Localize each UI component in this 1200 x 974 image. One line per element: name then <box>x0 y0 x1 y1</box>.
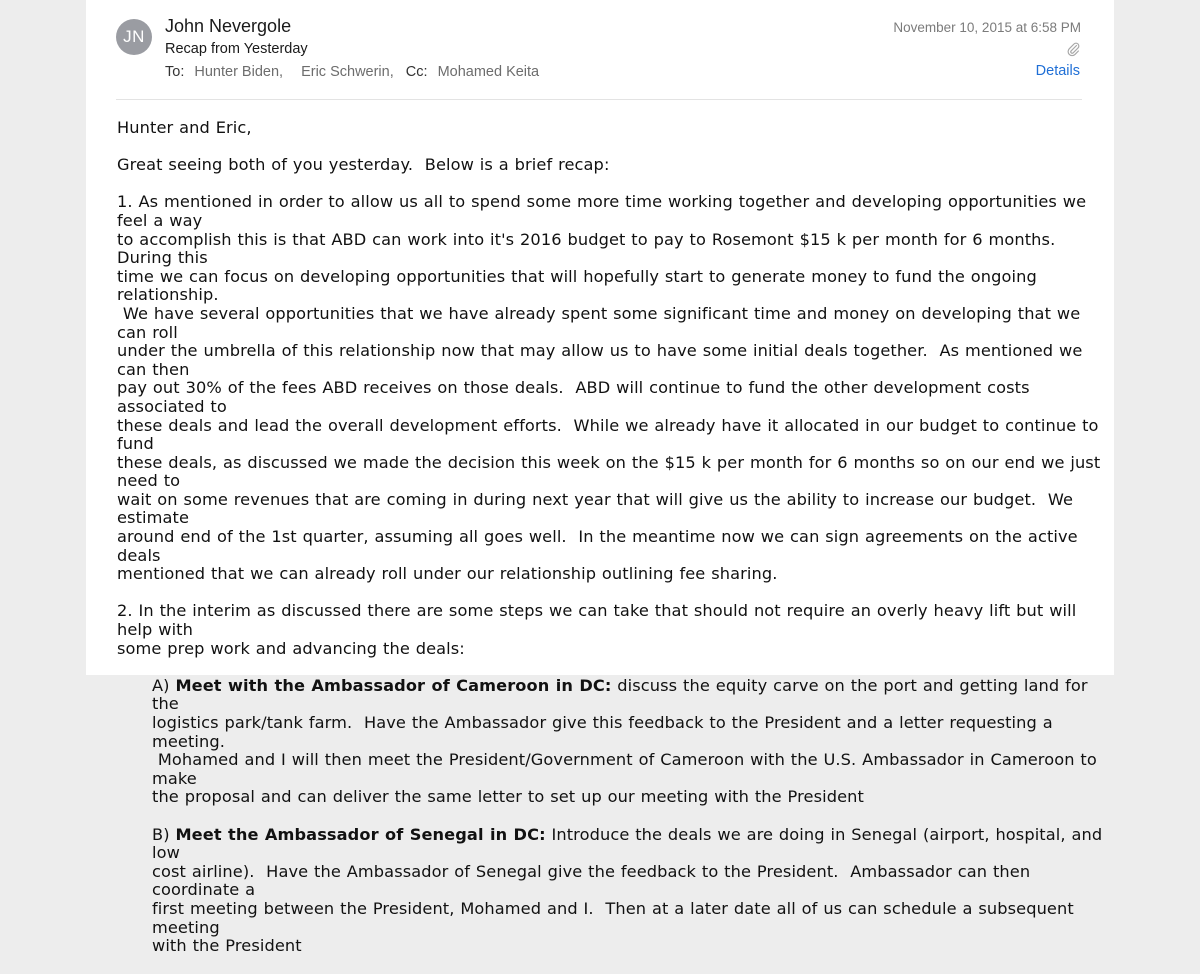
item-b-prefix: B) <box>152 824 176 844</box>
point-1-paragraph: 1. As mentioned in order to allow us all to spend some more time working together and developing opportunities we feel a way to accomplish this is that ABD can work into it's 2016 budget to pay to Rosemont $15 k per month for 6 months. During this time we can focus on developing opportunities that will hopefully start to generate money to fund the ongoing relationship. We have several opportunities that we have already spent some significant time and money on developing that we can roll under the umbrella of this relationship now that may allow us to have some initial deals together. As mentioned we can then pay out 30% of the fees ABD receives on those deals. ABD will continue to fund the other development costs associated to these deals and lead the overall development efforts. While we already have it allocated in our budget to continue to fund these deals, as discussed we made the decision this week on the $15 k per month for 6 months so on our end we just need to wait on some revenues that are coming in during next year that will give us the ability to increase our budget. We estimate around end of the 1st quarter, assuming all goes well. In the meantime now we can sign agreements on the active deals mentioned that we can already roll under our relationship outlining fee sharing. <box>117 192 1101 584</box>
item-b-paragraph <box>117 826 1107 956</box>
email-message-view <box>86 0 1114 956</box>
recipients-line <box>165 64 539 80</box>
cc-label: Cc: <box>405 64 428 80</box>
details-link[interactable]: Details <box>1035 63 1080 79</box>
email-subject: Recap from Yesterday <box>165 41 308 57</box>
recipient-eric-schwerin[interactable]: Eric Schwerin, <box>301 64 394 80</box>
item-a-paragraph <box>117 677 1107 807</box>
email-header <box>86 0 1114 100</box>
to-label: To: <box>165 64 185 80</box>
point-2-paragraph: 2. In the interim as discussed there are some steps we can take that should not require an overly heavy lift but will help with some prep work and advancing the deals: <box>117 601 1077 658</box>
cc-recipient-mohamed-keita[interactable]: Mohamed Keita <box>437 64 540 80</box>
intro-paragraph: Great seeing both of you yesterday. Below is a brief recap: <box>117 155 610 175</box>
header-divider <box>116 99 1082 100</box>
item-b-title: Meet the Ambassador of Senegal in DC: <box>175 824 546 844</box>
sender-name[interactable]: John Nevergole <box>165 16 292 36</box>
item-b-text: Introduce the deals we are doing in Senegal (airport, hospital, and low cost airline). Have the Ambassador of Senegal give the feedback to the President. Ambassador can then coordinate a first meeting between the President, Mohamed and I. Then at a later date all of us can schedule a subsequent meeting with the President <box>152 824 1103 956</box>
sender-avatar: JN <box>116 19 152 55</box>
recipient-hunter-biden[interactable]: Hunter Biden, <box>194 64 284 80</box>
item-a-prefix: A) <box>152 675 176 695</box>
greeting: Hunter and Eric, <box>117 118 252 137</box>
email-body <box>117 119 1107 974</box>
paperclip-icon[interactable] <box>1067 41 1080 57</box>
item-a-title: Meet with the Ambassador of Cameroon in DC: <box>175 675 612 695</box>
item-a-text: discuss the equity carve on the port and getting land for the logistics park/tank farm. Have the Ambassador give this feedback to the President and a letter requesting a meeting. Mohamed and I will then meet the President/Government of Cameroon with the U.S. Ambassador in Cameroon to make the proposal and can deliver the same letter to set up our meeting with the President <box>152 675 1097 807</box>
email-date: November 10, 2015 at 6:58 PM <box>893 20 1081 35</box>
